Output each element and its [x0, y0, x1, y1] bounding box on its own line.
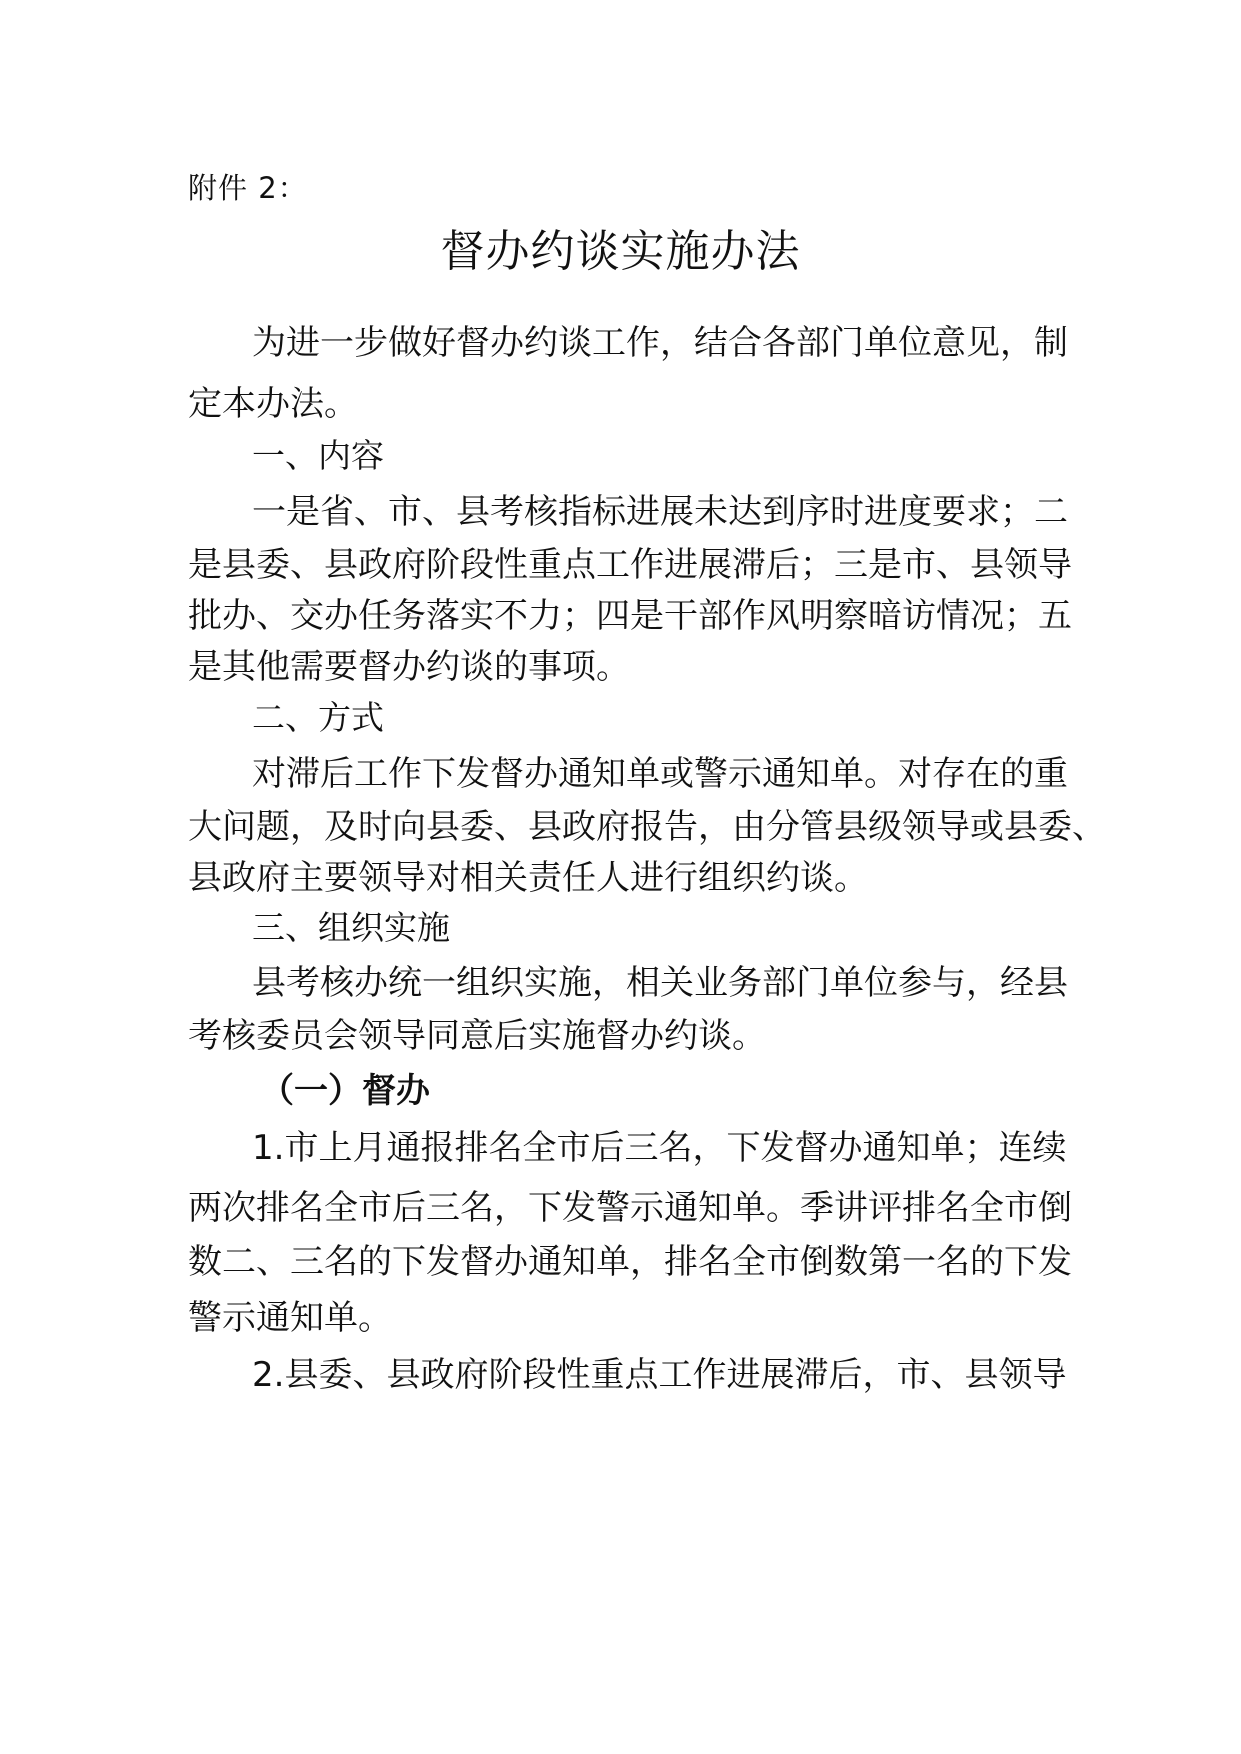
section-heading-content: 一、内容: [252, 436, 384, 475]
attachment-label: 附件 2：: [188, 171, 308, 205]
section-heading-implementation: 三、组织实施: [252, 908, 450, 947]
paragraph-line: 县考核办统一组织实施，相关业务部门单位参与，经县: [252, 963, 1068, 1003]
paragraph-line: 定本办法。: [188, 384, 358, 424]
document-title: 督办约谈实施办法: [440, 226, 801, 277]
paragraph-line: 2.县委、县政府阶段性重点工作进展滞后，市、县领导: [252, 1355, 1067, 1395]
paragraph-line: 数二、三名的下发督办通知单，排名全市倒数第一名的下发: [188, 1242, 1072, 1282]
paragraph-line: 批办、交办任务落实不力；四是干部作风明察暗访情况；五: [188, 596, 1072, 636]
paragraph-line: 两次排名全市后三名，下发警示通知单。季讲评排名全市倒: [188, 1188, 1072, 1228]
paragraph-line: 一是省、市、县考核指标进展未达到序时进度要求；二: [252, 492, 1068, 532]
paragraph-line: 是县委、县政府阶段性重点工作进展滞后；三是市、县领导: [188, 545, 1072, 585]
paragraph-line: 对滞后工作下发督办通知单或警示通知单。对存在的重: [252, 754, 1068, 794]
paragraph-line: 1.市上月通报排名全市后三名，下发督办通知单；连续: [252, 1128, 1067, 1168]
paragraph-line: 考核委员会领导同意后实施督办约谈。: [188, 1016, 766, 1056]
paragraph-line: 为进一步做好督办约谈工作，结合各部门单位意见，制: [252, 323, 1068, 363]
paragraph-line: 大问题，及时向县委、县政府报告，由分管县级领导或县委、: [188, 807, 1106, 847]
paragraph-line: 警示通知单。: [188, 1298, 392, 1338]
paragraph-line: 县政府主要领导对相关责任人进行组织约谈。: [188, 858, 868, 898]
section-heading-method: 二、方式: [252, 698, 384, 737]
paragraph-line: 是其他需要督办约谈的事项。: [188, 647, 630, 687]
subsection-heading-supervision: （一）督办: [260, 1071, 430, 1111]
